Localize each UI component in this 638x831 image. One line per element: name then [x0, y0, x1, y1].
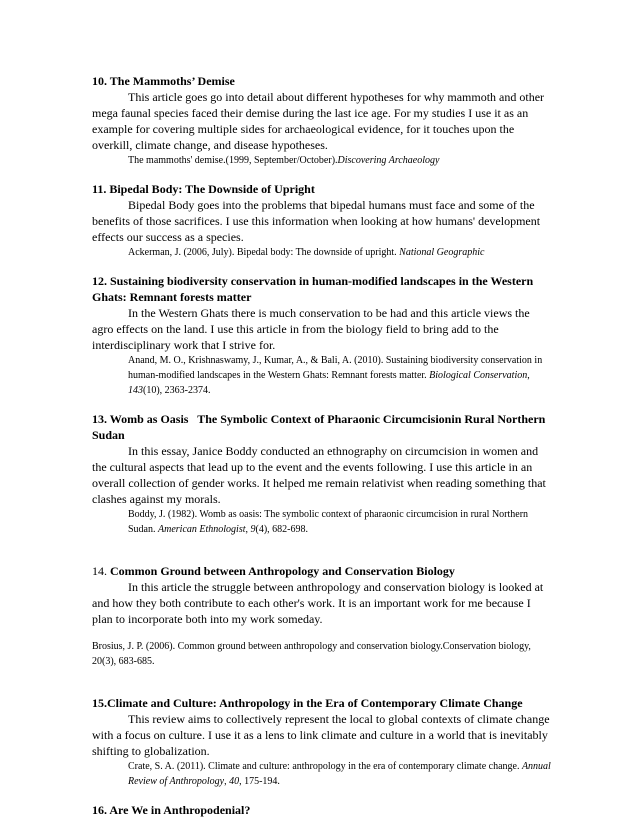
entry-title: 12. Sustaining biodiversity conservation in human-modified landscapes in the Western Ghats: Remnant forests matter	[92, 274, 534, 304]
entry-body: This review aims to collectively represent the local to global contexts of climate change with a focus on culture. I use it as a lens to link climate and culture in a world that is inevitably shifting to globalization.	[92, 712, 550, 758]
entry-10	[92, 73, 552, 168]
citation-source: American Ethnologist	[158, 524, 246, 535]
citation-source: Discovering Archaeology	[337, 155, 440, 166]
entry-citation: Crate, S. A. (2011). Climate and culture: anthropology in the era of contemporary climate change. Annual Review of Anthropology, 40, 175-194.	[128, 761, 551, 787]
entry-title	[92, 563, 552, 579]
entry-citation	[92, 153, 552, 168]
entry-citation	[92, 245, 552, 260]
entry-title: 16. Are We in Anthropodenial?	[92, 803, 251, 817]
citation-source: Annual Review of Anthropology	[128, 761, 551, 787]
entry-11	[92, 181, 552, 260]
citation-volume: 143	[128, 385, 143, 396]
entry-13	[92, 411, 552, 537]
citation-source: National Geographic	[399, 247, 485, 258]
entry-title: 11. Bipedal Body: The Downside of Upright	[92, 182, 315, 196]
entry-14	[92, 563, 552, 669]
entry-title-text: Common Ground between Anthropology and Conservation Biology	[110, 564, 455, 578]
citation-volume: 9	[250, 524, 256, 535]
entry-body: In the Western Ghats there is much conservation to be had and this article views the agro effects on the land. I use this article in from the biology field to bring add to the interdisciplinary work that I strive for.	[92, 306, 530, 352]
citation-text: Anand, M. O., Krishnaswamy, J., Kumar, A., & Bali, A. (2010). Sustaining biodiversity conservation in human-modified landscapes in the Western Ghats: Remnant forests matter.	[128, 355, 543, 381]
citation-text: The mammoths' demise.(1999, September/October).	[128, 155, 338, 166]
entry-body: In this article the struggle between anthropology and conservation biology is looked at and how they both contribute to each other's work. It is an important work for me because I plan to incorporate both into my work someday.	[92, 580, 544, 626]
entry-12	[92, 273, 552, 398]
citation-text: Ackerman, J. (2006, July). Bipedal body: The downside of upright.	[128, 247, 397, 258]
citation-text: Crate, S. A. (2011). Climate and culture: anthropology in the era of contemporary climate change.	[128, 761, 520, 772]
citation-volume: 40	[229, 776, 240, 787]
citation-pages: , 175-194.	[239, 776, 280, 787]
entry-title: 15.Climate and Culture: Anthropology in the Era of Contemporary Climate Change	[92, 696, 523, 710]
citation-text: Boddy, J. (1982). Womb as oasis: The symbolic context of pharaonic circumcision in rural Northern Sudan.	[128, 509, 529, 535]
entry-number: 14.	[92, 564, 107, 578]
citation-source: Biological Conservation	[429, 370, 528, 381]
entry-body: Bipedal Body goes into the problems that bipedal humans must face and some of the benefits of those sacrifices. I use this information when looking at how humans' development effects our success as a species.	[92, 198, 541, 244]
document-page	[92, 73, 552, 831]
citation-pages: (10), 2363-2374.	[143, 385, 211, 396]
entry-citation: Anand, M. O., Krishnaswamy, J., Kumar, A., & Bali, A. (2010). Sustaining biodiversity conservation in human-modified landscapes in the Western Ghats: Remnant forests matter. Biological Conservation, 143(10), 2363-2374.	[128, 355, 543, 396]
entry-body: This article goes go into detail about different hypotheses for why mammoth and other mega faunal species faced their demise during the last ice age. For my studies I use it as an example for covering multiple sides for archaeological evidence, for it touches upon the overkill, climate change, and disease hypotheses.	[92, 90, 545, 152]
entry-citation: Boddy, J. (1982). Womb as oasis: The symbolic context of pharaonic circumcision in rural Northern Sudan. American Ethnologist, 9(4), 682-698.	[128, 509, 529, 535]
entry-body: In this essay, Janice Boddy conducted an ethnography on circumcision in women and the cultural aspects that lead up to the event and the events following. I use this article in an overall collection of gender works. It helped me remain relativist when reading something that clashes against my morals.	[92, 444, 546, 506]
entry-citation: Brosius, J. P. (2006). Common ground between anthropology and conservation biology.Conservation biology, 20(3), 683-685.	[92, 641, 531, 667]
entry-15	[92, 695, 552, 789]
entry-title: 10. The Mammoths’ Demise	[92, 74, 235, 88]
citation-pages: (4), 682-698.	[255, 524, 308, 535]
entry-16	[92, 802, 552, 818]
entry-title: 13. Womb as Oasis The Symbolic Context of Pharaonic Circumcisionin Rural Northern Sudan	[92, 412, 549, 442]
